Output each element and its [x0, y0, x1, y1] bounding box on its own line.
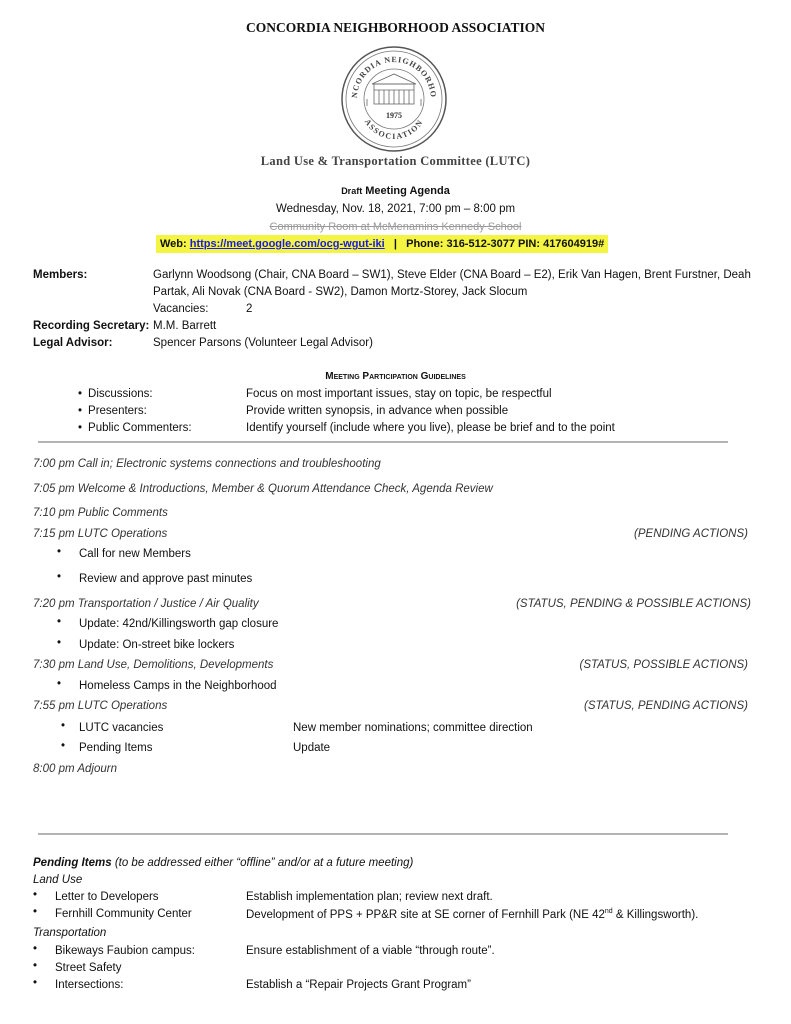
agenda-subitem-note: New member nominations; committee direction	[293, 722, 533, 734]
bullet: •	[61, 740, 66, 752]
guideline-text: Provide written synopsis, in advance when possible	[246, 405, 509, 417]
land-use-heading: Land Use	[33, 874, 83, 886]
agenda-action: (PENDING ACTIONS)	[634, 528, 748, 540]
agenda-subitem: Update: 42nd/Killingsworth gap closure	[79, 618, 279, 630]
agenda-action: (STATUS, PENDING & POSSIBLE ACTIONS)	[516, 598, 751, 610]
note-part: Development of PPS + PP&R site at SE corner of Fernhill Park (NE 42	[246, 908, 605, 921]
phone-pin: Phone: 316-512-3077 PIN: 417604919#	[406, 238, 605, 250]
legal-advisor-value: Spencer Parsons (Volunteer Legal Advisor)	[153, 337, 373, 349]
recording-secretary-value: M.M. Barrett	[153, 320, 217, 332]
agenda-item: 8:00 pm Adjourn	[33, 763, 117, 775]
pending-title: Pending Items	[33, 857, 112, 869]
svg-text:ASSOCIATION: ASSOCIATION	[362, 117, 426, 142]
pending-item: Fernhill Community Center	[55, 908, 192, 920]
agenda-subitem: Call for new Members	[79, 548, 191, 560]
bullet: •	[33, 977, 38, 989]
bullet: •	[57, 637, 62, 649]
agenda-item: 7:55 pm LUTC Operations	[33, 700, 168, 712]
guideline-text: Focus on most important issues, stay on topic, be respectful	[246, 388, 552, 400]
bullet: •	[57, 678, 62, 690]
meeting-access-banner	[156, 235, 608, 253]
guideline-role: • Discussions:	[78, 388, 153, 400]
bullet: •	[57, 546, 62, 558]
note-part: & Killingsworth).	[612, 908, 699, 921]
transportation-heading: Transportation	[33, 927, 107, 939]
guideline-text: Identify yourself (include where you live), please be brief and to the point	[246, 422, 615, 434]
banner-separator: |	[393, 238, 397, 250]
note-superscript: nd	[604, 908, 613, 915]
vacancies-label: Vacancies:	[153, 303, 209, 315]
pending-heading	[33, 857, 413, 869]
members-label: Members:	[33, 269, 88, 281]
agenda-action: (STATUS, POSSIBLE ACTIONS)	[579, 659, 748, 671]
agenda-item: 7:00 pm Call in; Electronic systems connections and troubleshooting	[33, 458, 381, 470]
members-line-2: Partak, Ali Novak (CNA Board - SW2), Damon Mortz-Storey, Jack Slocum	[153, 286, 528, 298]
meeting-date: Wednesday, Nov. 18, 2021, 7:00 pm – 8:00 pm	[275, 203, 516, 215]
organization-title: CONCORDIA NEIGHBORHOOD ASSOCIATION	[245, 20, 546, 35]
guidelines-title: Meeting Participation Guidelines	[325, 371, 466, 382]
agenda-subitem: LUTC vacancies	[79, 722, 164, 734]
pending-item: Street Safety	[55, 962, 122, 974]
pending-item-note: Ensure establishment of a viable “through route”.	[246, 945, 495, 957]
agenda-subitem: Update: On-street bike lockers	[79, 639, 235, 651]
meeting-agenda-label: Meeting Agenda	[365, 185, 450, 197]
agenda-subitem-note: Update	[293, 742, 331, 754]
agenda-subitem: Pending Items	[79, 742, 153, 754]
bullet: •	[33, 906, 38, 918]
agenda-item: 7:20 pm Transportation / Justice / Air Quality	[33, 598, 259, 610]
divider	[38, 441, 728, 443]
agenda-item: 7:15 pm LUTC Operations	[33, 528, 168, 540]
legal-advisor-label: Legal Advisor:	[33, 337, 113, 349]
divider	[38, 833, 728, 835]
bullet: •	[61, 720, 66, 732]
agenda-subitem: Review and approve past minutes	[79, 573, 253, 585]
pending-item: Letter to Developers	[55, 891, 159, 903]
agenda-subitem: Homeless Camps in the Neighborhood	[79, 680, 277, 692]
bullet: •	[57, 616, 62, 628]
recording-secretary-label: Recording Secretary:	[33, 320, 150, 332]
guideline-role: • Presenters:	[78, 405, 147, 417]
vacancies-value: 2	[246, 303, 253, 315]
bullet: •	[33, 960, 38, 972]
meeting-link[interactable]: https://meet.google.com/ocg-wgut-iki	[189, 238, 385, 250]
meeting-room-struck: Community Room at McMenamins Kennedy School	[269, 221, 522, 233]
agenda-item: 7:10 pm Public Comments	[33, 507, 168, 519]
agenda-item: 7:30 pm Land Use, Demolitions, Developments	[33, 659, 274, 671]
committee-name: Land Use & Transportation Committee (LUTC)	[260, 154, 531, 168]
pending-item-note: Establish implementation plan; review next draft.	[246, 891, 493, 903]
pending-item-note: Establish a “Repair Projects Grant Program”	[246, 979, 471, 991]
pending-subtitle: (to be addressed either “offline” and/or at a future meeting)	[114, 857, 414, 869]
association-seal	[339, 44, 449, 154]
agenda-item: 7:05 pm Welcome & Introductions, Member & Quorum Attendance Check, Agenda Review	[33, 483, 493, 495]
pending-item-note	[246, 908, 698, 921]
bullet: •	[33, 943, 38, 955]
members-line-1: Garlynn Woodsong (Chair, CNA Board – SW1), Steve Elder (CNA Board – E2), Erik Van Hagen, Brent Furstner, Deah	[153, 269, 751, 281]
pending-item: Bikeways Faubion campus:	[55, 945, 195, 957]
draft-label: Draft	[341, 186, 363, 196]
svg-text:CONCORDIA NEIGHBORHOOD: NCORDIA NEIGHBORHO	[349, 54, 439, 99]
bullet: •	[57, 571, 62, 583]
agenda-title	[0, 185, 791, 197]
bullet: •	[33, 889, 38, 901]
web-label: Web:	[160, 238, 187, 250]
guideline-role: • Public Commenters:	[78, 422, 192, 434]
agenda-action: (STATUS, PENDING ACTIONS)	[584, 700, 748, 712]
pending-item: Intersections:	[55, 979, 124, 991]
seal-year: 1975	[386, 111, 402, 120]
